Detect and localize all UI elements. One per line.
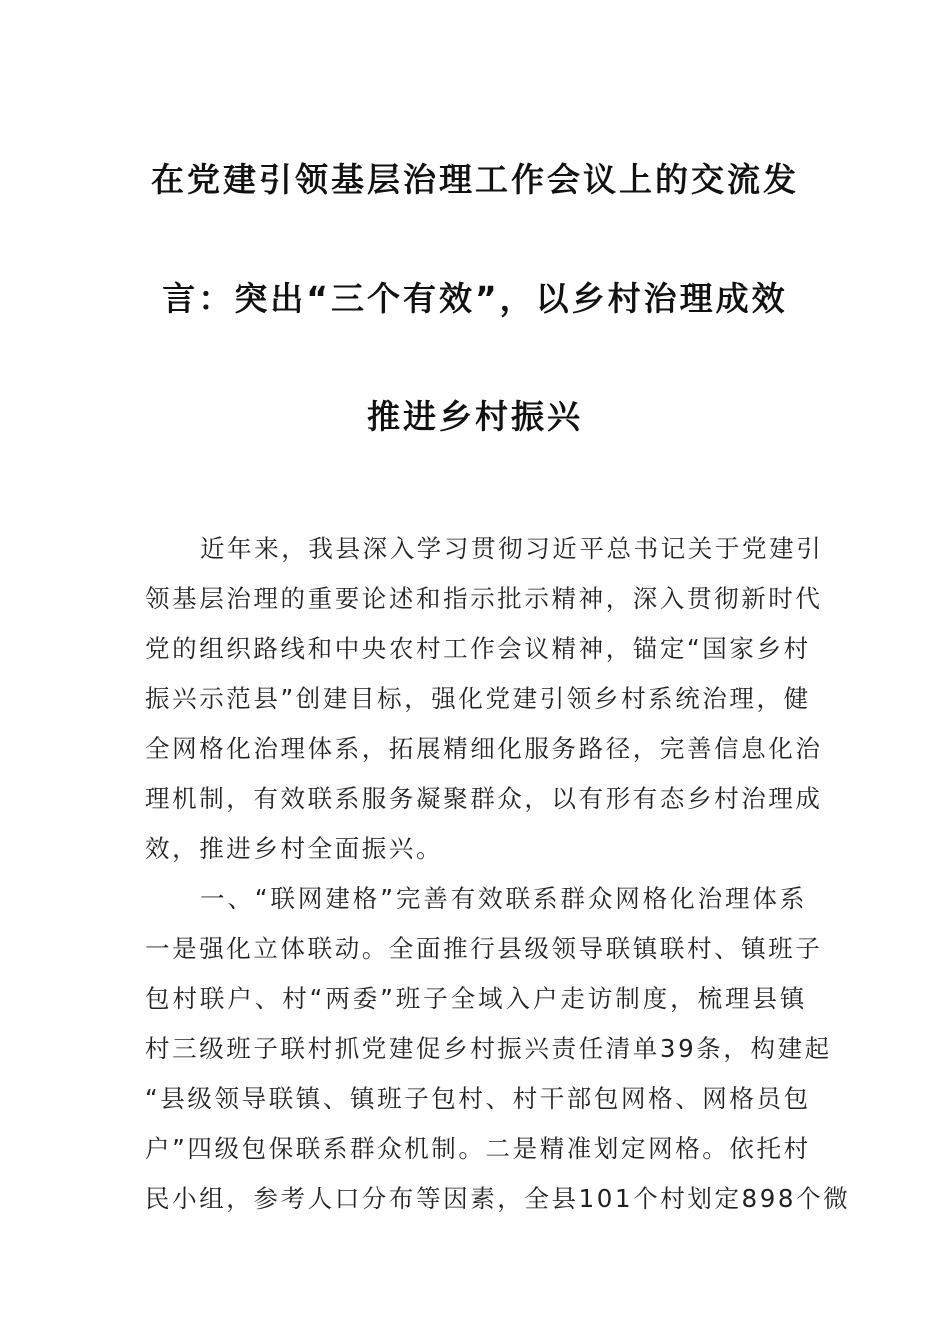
document-title-line-2: 言：突出“三个有效”，以乡村治理成效 [162,279,788,318]
text-line: 包村联户、村“两委”班子全域入户走访制度，梳理县镇 [145,984,807,1013]
text-line: 民小组，参考人口分布等因素，全县101个村划定898个微 [145,1184,851,1213]
document-title-line-3: 推进乡村振兴 [367,397,583,436]
text-line: 领基层治理的重要论述和指示批示精神，深入贯彻新时代 [145,584,823,613]
text-line: 近年来，我县深入学习贯彻习近平总书记关于党建引 [200,534,824,563]
text-line: 效，推进乡村全面振兴。 [145,834,444,863]
document-title-line-1: 在党建引领基层治理工作会议上的交流发 [151,160,799,199]
text-line: 理机制，有效联系服务凝聚群众，以有形有态乡村治理成 [145,784,823,813]
text-line: 一是强化立体联动。全面推行县级领导联镇联村、镇班子 [145,934,823,963]
text-line: 全网格化治理体系，拓展精细化服务路径，完善信息化治 [145,734,823,763]
text-line: 党的组织路线和中央农村工作会议精神，锚定“国家乡村 [145,634,811,663]
text-line: “县级领导联镇、镇班子包村、村干部包网格、网格员包 [145,1084,811,1113]
text-line: 村三级班子联村抓党建促乡村振兴责任清单39条，构建起 [145,1034,832,1063]
text-line: 户”四级包保联系群众机制。二是精准划定网格。依托村 [145,1134,811,1163]
paragraph-intro [145,524,824,874]
paragraph-section-one [145,874,851,1224]
text-line: 振兴示范县”创建目标，强化党建引领乡村系统治理，健 [145,684,811,713]
section-heading-line: 一、“联网建格”完善有效联系群众网格化治理体系 [200,884,807,913]
